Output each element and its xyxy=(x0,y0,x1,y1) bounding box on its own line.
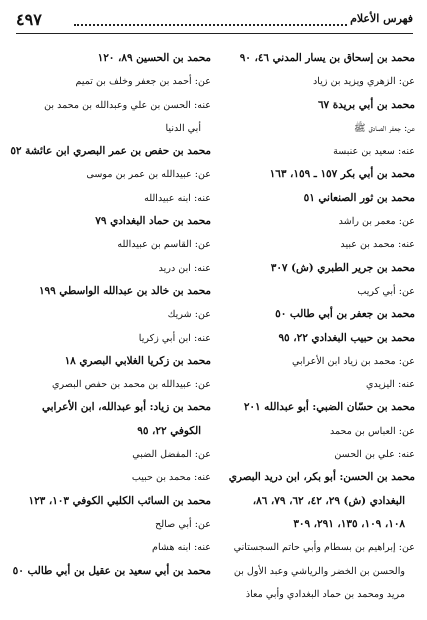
index-entry: محمد بن خالد بن عبدالله الواسطي ١٩٩ xyxy=(38,284,211,297)
index-entry: محمد بن السائب الكلبي الكوفي ١٠٣، ١٢٣ xyxy=(28,494,211,507)
index-entry: محمد بن أبي بريدة ٦٧ xyxy=(317,98,415,111)
index-entry: محمد بن الحسين ٨٩، ١٢٠ xyxy=(97,52,211,64)
index-entry: محمد بن أبي سعيد بن عقيل بن أبي طالب ٥٠ xyxy=(12,564,211,577)
index-column-left xyxy=(10,47,211,583)
index-sub-entry: عن: جعفر الصادق ﷺ xyxy=(354,122,415,134)
index-column-right xyxy=(218,47,415,606)
index-sub-entry: عن: أحمد بن جعفر وخلف بن تميم xyxy=(75,76,211,88)
header-dot-leader xyxy=(74,18,347,26)
index-sub-entry: عن: عبيدالله بن عمر بن موسى xyxy=(86,169,211,181)
index-entry-continuation: ١٠٨، ١٠٩، ١٣٥، ٢٩١، ٣٠٩ xyxy=(293,517,405,530)
index-sub-entry: عنه: علي بن الحسن xyxy=(334,449,415,461)
index-sub-entry: عن: عبيدالله بن محمد بن حفص البصري xyxy=(51,379,211,391)
index-entry-continuation: الكوفي ٢٢، ٩٥ xyxy=(137,424,201,437)
index-sub-entry: عن: أبي كريب xyxy=(357,285,415,297)
header-title: فهرس الأعلام xyxy=(350,12,413,25)
index-entry: محمد بن حبيب البغدادي ٢٢، ٩٥ xyxy=(278,331,415,344)
index-sub-entry: عن: شريك xyxy=(167,309,211,321)
index-entry-continuation: البغدادي (ش) ٢٩، ٤٢، ٦٢، ٧٩، ٨٦، xyxy=(252,494,405,507)
index-sub-entry-continuation: مريد ومحمد بن حماد البغدادي وأبي معاذ xyxy=(245,588,405,600)
index-sub-entry-continuation: والحسن بن الخضر والرياشي وعبد الأول بن xyxy=(233,565,405,577)
index-sub-entry: عن: العباس بن محمد xyxy=(329,425,415,437)
index-sub-entry: عنه: ابنه هشام xyxy=(152,542,211,554)
index-sub-entry: عن: إبراهيم بن بسطام وأبي حاتم السجستاني xyxy=(233,542,415,554)
index-sub-entry: عنه: محمد بن حبيب xyxy=(131,472,211,484)
index-sub-entry: عن: الزهري ويزيد بن زياد xyxy=(313,76,415,88)
index-entry: محمد بن الحسن: أبو بكر، ابن دريد البصري xyxy=(228,471,415,484)
index-entry: محمد بن جرير الطبري (ش) ٣٠٧ xyxy=(270,261,415,274)
index-entry: محمد بن حفص بن عمر البصري ابن عائشة ٥٢ xyxy=(10,145,211,158)
index-entry: محمد بن إسحاق بن يسار المدني ٤٦، ٩٠ xyxy=(239,52,415,64)
index-sub-entry-continuation: أبي الدنيا xyxy=(165,122,201,134)
index-sub-entry: عن: القاسم بن عبيدالله xyxy=(117,239,211,251)
page-number: ٤٩٧ xyxy=(16,10,42,29)
index-entry: محمد بن جعفر بن أبي طالب ٥٠ xyxy=(275,308,415,321)
index-sub-entry: عنه: سعيد بن عنبسة xyxy=(333,146,415,158)
index-sub-entry: عنه: ابن أبي زكريا xyxy=(138,332,211,344)
index-entry: محمد بن ثور الصنعاني ٥١ xyxy=(303,191,415,204)
index-sub-entry: عن: أبي صالح xyxy=(155,518,211,530)
index-entry: محمد بن حماد البغدادي ٧٩ xyxy=(95,215,211,228)
index-entry: محمد بن زياد: أبو عبدالله، ابن الأعرابي xyxy=(41,401,211,414)
index-entry: محمد بن أبي بكر ١٥٧ ـ ١٥٩، ١٦٣ xyxy=(269,168,415,181)
index-sub-entry: عنه: ابن دريد xyxy=(158,262,211,274)
index-sub-entry: عنه: الحسن بن علي وعبدالله بن محمد بن xyxy=(44,99,211,111)
index-entry: محمد بن حسّان الضبي: أبو عبدالله ٢٠١ xyxy=(243,401,415,414)
header-rule xyxy=(16,33,413,34)
index-entry: محمد بن زكريا الغلابي البصري ١٨ xyxy=(64,354,211,367)
index-sub-entry: عن: محمد بن زياد ابن الأعرابي xyxy=(291,355,415,367)
index-sub-entry: عن: معمر بن راشد xyxy=(338,216,415,228)
index-sub-entry: عنه: ابنه عبيدالله xyxy=(144,192,211,204)
index-sub-entry: عنه: اليزيدي xyxy=(365,379,415,391)
index-sub-entry: عنه: محمد بن عبيد xyxy=(340,239,415,251)
running-header xyxy=(16,10,413,32)
index-sub-entry: عن: المفضل الضبي xyxy=(132,449,211,461)
